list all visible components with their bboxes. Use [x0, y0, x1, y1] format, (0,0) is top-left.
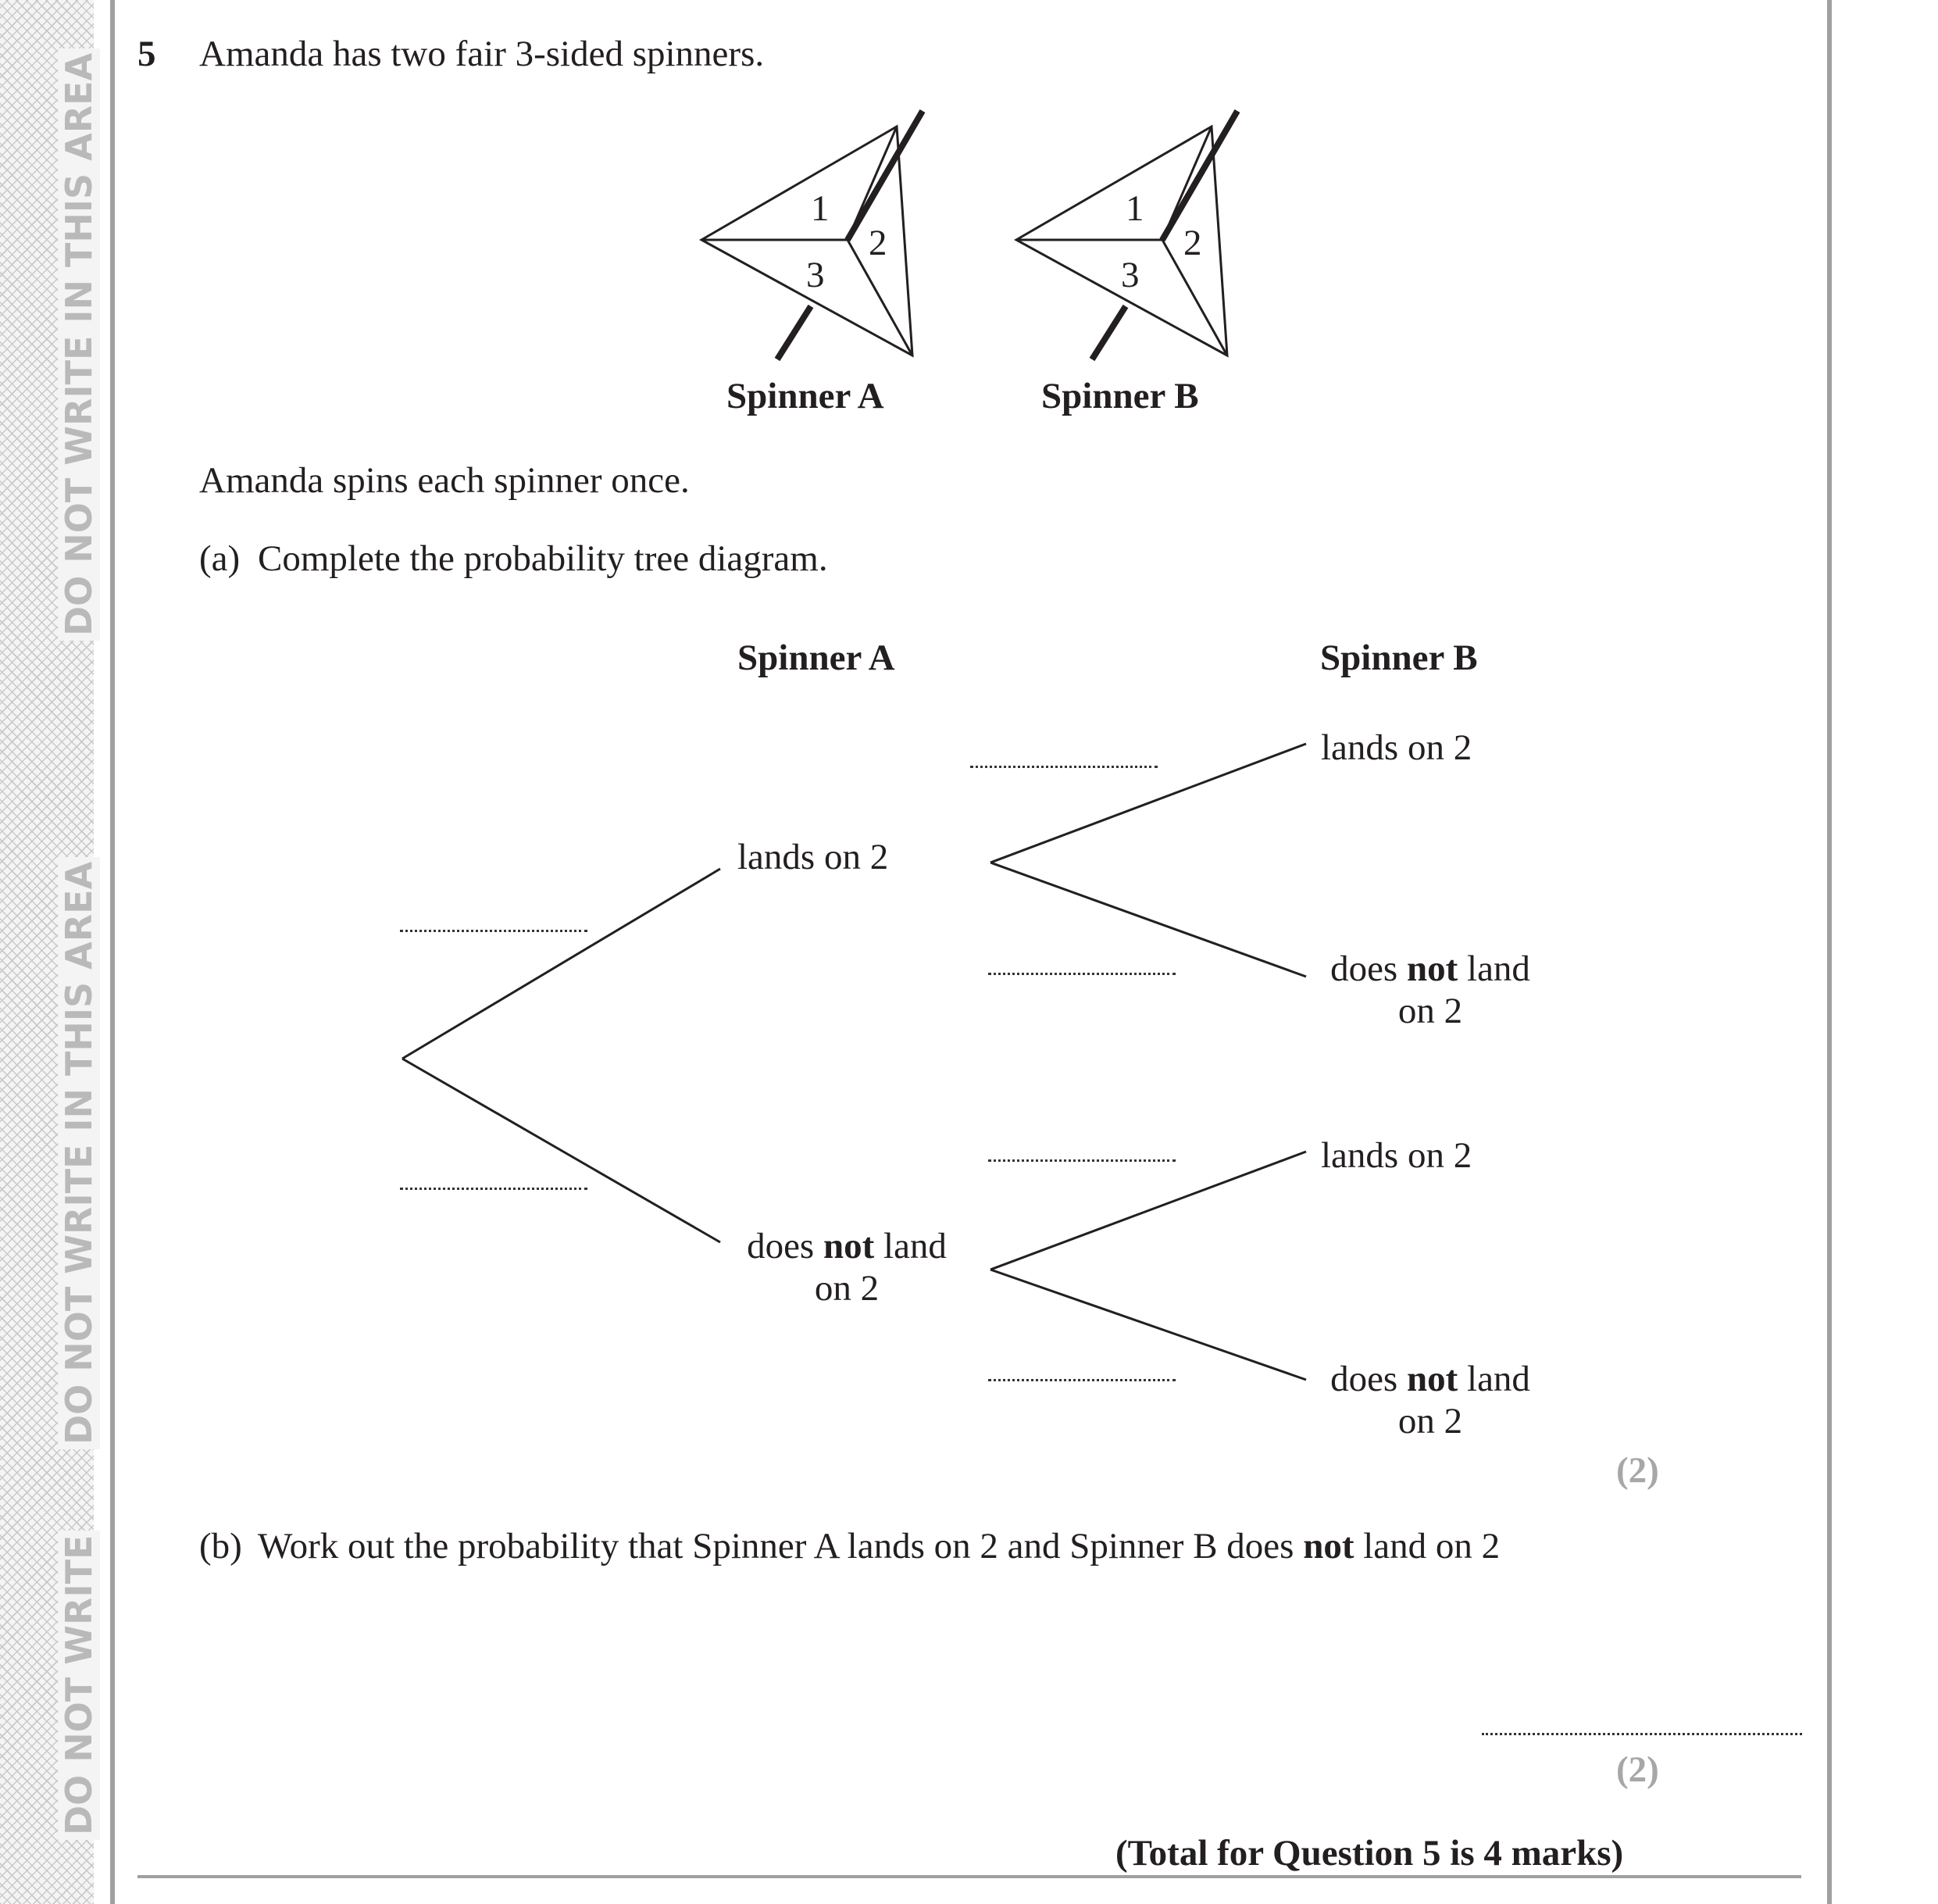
spinner-a-caption: Spinner A [726, 376, 884, 416]
question-total: (Total for Question 5 is 4 marks) [1115, 1833, 1624, 1874]
tree-b-lands-on-2-upper: lands on 2 [1321, 727, 1472, 768]
spinner-b-sector-3: 3 [1121, 255, 1140, 295]
tree-answer-line-b-not-lower[interactable] [988, 1379, 1176, 1381]
tree-header-spinner-a: Spinner A [737, 638, 895, 678]
tree-a-not-on-2: does not land on 2 [747, 1226, 947, 1309]
spinner-b-caption: Spinner B [1041, 376, 1199, 416]
tree-answer-line-b-not-upper[interactable] [988, 973, 1176, 975]
tree-a-lands-on-2: lands on 2 [737, 837, 889, 877]
spinner-a-sector-2: 2 [869, 223, 887, 263]
question-intro: Amanda has two fair 3-sided spinners. [199, 34, 765, 74]
part-a-text: Complete the probability tree diagram. [258, 538, 828, 579]
part-b-text: Work out the probability that Spinner A lands on 2 and Spinner B does not land on 2 [258, 1526, 1501, 1566]
margin-warning-text: DO NOT WRITE [58, 1531, 100, 1840]
tree-answer-line-a-lands[interactable] [400, 930, 587, 932]
instruction-text: Amanda spins each spinner once. [199, 460, 690, 501]
tree-b-not-on-2-upper: does not land on 2 [1330, 948, 1530, 1032]
spinner-a-drawing [701, 111, 923, 359]
tree-b-lands-on-2-lower: lands on 2 [1321, 1135, 1472, 1176]
part-b-label: (b) [199, 1526, 242, 1566]
margin-warning-text: DO NOT WRITE IN THIS AREA [58, 857, 100, 1449]
question-end-rule [137, 1875, 1801, 1878]
margin-warning-text: DO NOT WRITE IN THIS AREA [58, 48, 100, 641]
part-b-answer-line[interactable] [1482, 1733, 1802, 1735]
tree-header-spinner-b: Spinner B [1320, 638, 1478, 678]
part-a-label: (a) [199, 538, 241, 579]
spinner-a-sector-3: 3 [806, 255, 825, 295]
spinner-a-sector-1: 1 [811, 188, 830, 229]
tree-answer-line-a-not[interactable] [400, 1188, 587, 1190]
question-number: 5 [137, 34, 156, 74]
part-b-marks: (2) [1616, 1749, 1659, 1790]
part-a-marks: (2) [1616, 1450, 1659, 1491]
tree-answer-line-b-lands-lower[interactable] [988, 1159, 1176, 1162]
tree-answer-line-b-lands-upper[interactable] [970, 766, 1158, 768]
spinner-b-sector-2: 2 [1183, 223, 1202, 263]
spinner-b-drawing [1016, 111, 1237, 359]
tree-b-not-on-2-lower: does not land on 2 [1330, 1359, 1530, 1442]
spinner-b-sector-1: 1 [1126, 188, 1144, 229]
